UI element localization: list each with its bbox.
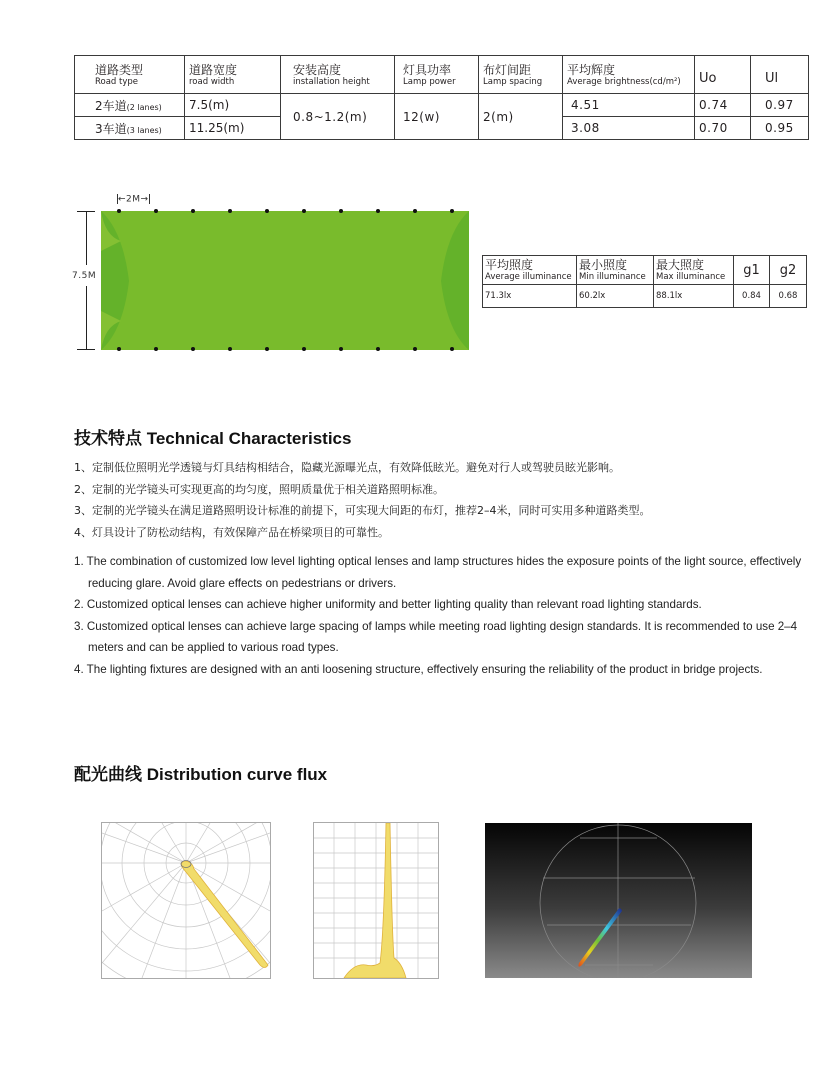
lamp-power-cell: 12(w) xyxy=(395,94,479,140)
isolux-beam xyxy=(578,908,622,966)
g1-value: 0.84 xyxy=(734,285,770,308)
lamp-dot xyxy=(228,347,232,351)
road-illuminance-diagram xyxy=(101,211,469,350)
list-item: 4. The lighting fixtures are designed with an anti loosening structure, effectively ensuring the reliability of the product in bridge projects. xyxy=(74,662,763,676)
technical-characteristics-title: 技术特点 Technical Characteristics xyxy=(74,429,352,448)
header-max-illuminance: 最大照度 Max illuminance xyxy=(654,256,734,285)
technical-list-zh xyxy=(74,457,651,543)
lamp-dot xyxy=(376,347,380,351)
ul-cell: 0.95 xyxy=(751,117,809,140)
uo-cell: 0.70 xyxy=(695,117,751,140)
road-width-dimension: 7.5M xyxy=(72,271,97,281)
technical-list-en xyxy=(74,551,804,680)
illuminance-table xyxy=(482,255,807,308)
illuminance-value-row xyxy=(483,285,807,308)
lamp-dot xyxy=(117,347,121,351)
list-item: 3. Customized optical lenses can achieve large spacing of lamps while meeting road lighting design standards. It is recommended to use 2–4 meters and can be applied to various road types. xyxy=(74,619,798,654)
list-item: 2、定制的光学镜头可实现更高的均匀度，照明质量优于相关道路照明标准。 xyxy=(74,482,444,496)
lamp-spacing-dimension: ←2M→ xyxy=(118,194,149,205)
lamp-dot xyxy=(154,347,158,351)
header-lamp-spacing: 布灯间距 Lamp spacing xyxy=(479,56,563,94)
brightness-cell: 4.51 xyxy=(563,94,695,117)
illuminance-header-row xyxy=(483,256,807,285)
lamp-dot xyxy=(376,209,380,213)
spec-row-2-lanes xyxy=(75,94,809,117)
list-item: 2. Customized optical lenses can achieve higher uniformity and better lighting quality than relevant road lighting standards. xyxy=(74,598,702,611)
lamp-dot xyxy=(265,209,269,213)
lamp-dot xyxy=(339,209,343,213)
lamp-dot xyxy=(228,209,232,213)
list-item: 1. The combination of customized low level lighting optical lenses and lamp structures hides the exposure points of the light source, effectively reducing glare. Avoid glare effects on pedestrians or drivers. xyxy=(74,555,802,590)
lamp-spacing-cell: 2(m) xyxy=(479,94,563,140)
lamp-dot xyxy=(450,347,454,351)
min-illuminance-value: 60.2lx xyxy=(577,285,654,308)
lamp-dot xyxy=(302,347,306,351)
spec-header-row xyxy=(75,56,809,94)
header-min-illuminance: 最小照度 Min illuminance xyxy=(577,256,654,285)
road-width-cell: 7.5(m) xyxy=(185,94,281,117)
header-uo: Uo xyxy=(695,56,751,94)
header-road-width: 道路宽度 road width xyxy=(185,56,281,94)
lamp-dot xyxy=(339,347,343,351)
average-illuminance-value: 71.3lx xyxy=(483,285,577,308)
lamp-dot xyxy=(117,209,121,213)
lamp-dot xyxy=(191,209,195,213)
road-type-cell: 2车道(2 lanes) xyxy=(75,94,185,117)
road-width-cell: 11.25(m) xyxy=(185,117,281,140)
header-lamp-power: 灯具功率 Lamp power xyxy=(395,56,479,94)
brightness-cell: 3.08 xyxy=(563,117,695,140)
dimension-cap-bottom xyxy=(77,349,95,350)
dimension-line-top xyxy=(86,212,87,265)
header-average-illuminance: 平均照度 Average illuminance xyxy=(483,256,577,285)
dimension-line-bottom xyxy=(86,286,87,349)
lamp-dot xyxy=(413,209,417,213)
ul-cell: 0.97 xyxy=(751,94,809,117)
uo-cell: 0.74 xyxy=(695,94,751,117)
installation-height-cell: 0.8~1.2(m) xyxy=(281,94,395,140)
3d-isolux-render xyxy=(485,823,752,978)
header-average-brightness: 平均辉度 Average brightness(cd/m²) xyxy=(563,56,695,94)
lamp-dot xyxy=(265,347,269,351)
cartesian-grid xyxy=(314,823,438,978)
list-item: 3、定制的光学镜头在满足道路照明设计标准的前提下，可实现大间距的布灯，推荐2–4米，同时可实用多种道路类型。 xyxy=(74,504,651,517)
header-g2: g2 xyxy=(770,256,807,285)
lamp-dot xyxy=(450,209,454,213)
header-ul: Ul xyxy=(751,56,809,94)
lamp-dot xyxy=(302,209,306,213)
header-g1: g1 xyxy=(734,256,770,285)
road-type-cell: 3车道(3 lanes) xyxy=(75,117,185,140)
distribution-curve-title: 配光曲线 Distribution curve flux xyxy=(74,765,328,784)
lamp-dot xyxy=(191,347,195,351)
max-illuminance-value: 88.1lx xyxy=(654,285,734,308)
header-road-type: 道路类型 Road type xyxy=(75,56,185,94)
cartesian-distribution-curve xyxy=(313,822,439,979)
list-item: 1、定制低位照明光学透镜与灯具结构相结合，隐藏光源曝光点，有效降低眩光。避免对行人或驾驶员眩光影响。 xyxy=(74,461,620,474)
lamp-dot xyxy=(154,209,158,213)
illuminance-contours xyxy=(101,211,469,350)
lamp-dot xyxy=(413,347,417,351)
list-item: 4、灯具设计了防松动结构，有效保障产品在桥梁项目的可靠性。 xyxy=(74,525,389,539)
isolux-sphere xyxy=(485,823,752,978)
g2-value: 0.68 xyxy=(770,285,807,308)
header-installation-height: 安装高度 installation height xyxy=(281,56,395,94)
polar-grid xyxy=(102,823,270,978)
road-spec-table xyxy=(74,55,809,140)
polar-distribution-curve xyxy=(101,822,271,979)
